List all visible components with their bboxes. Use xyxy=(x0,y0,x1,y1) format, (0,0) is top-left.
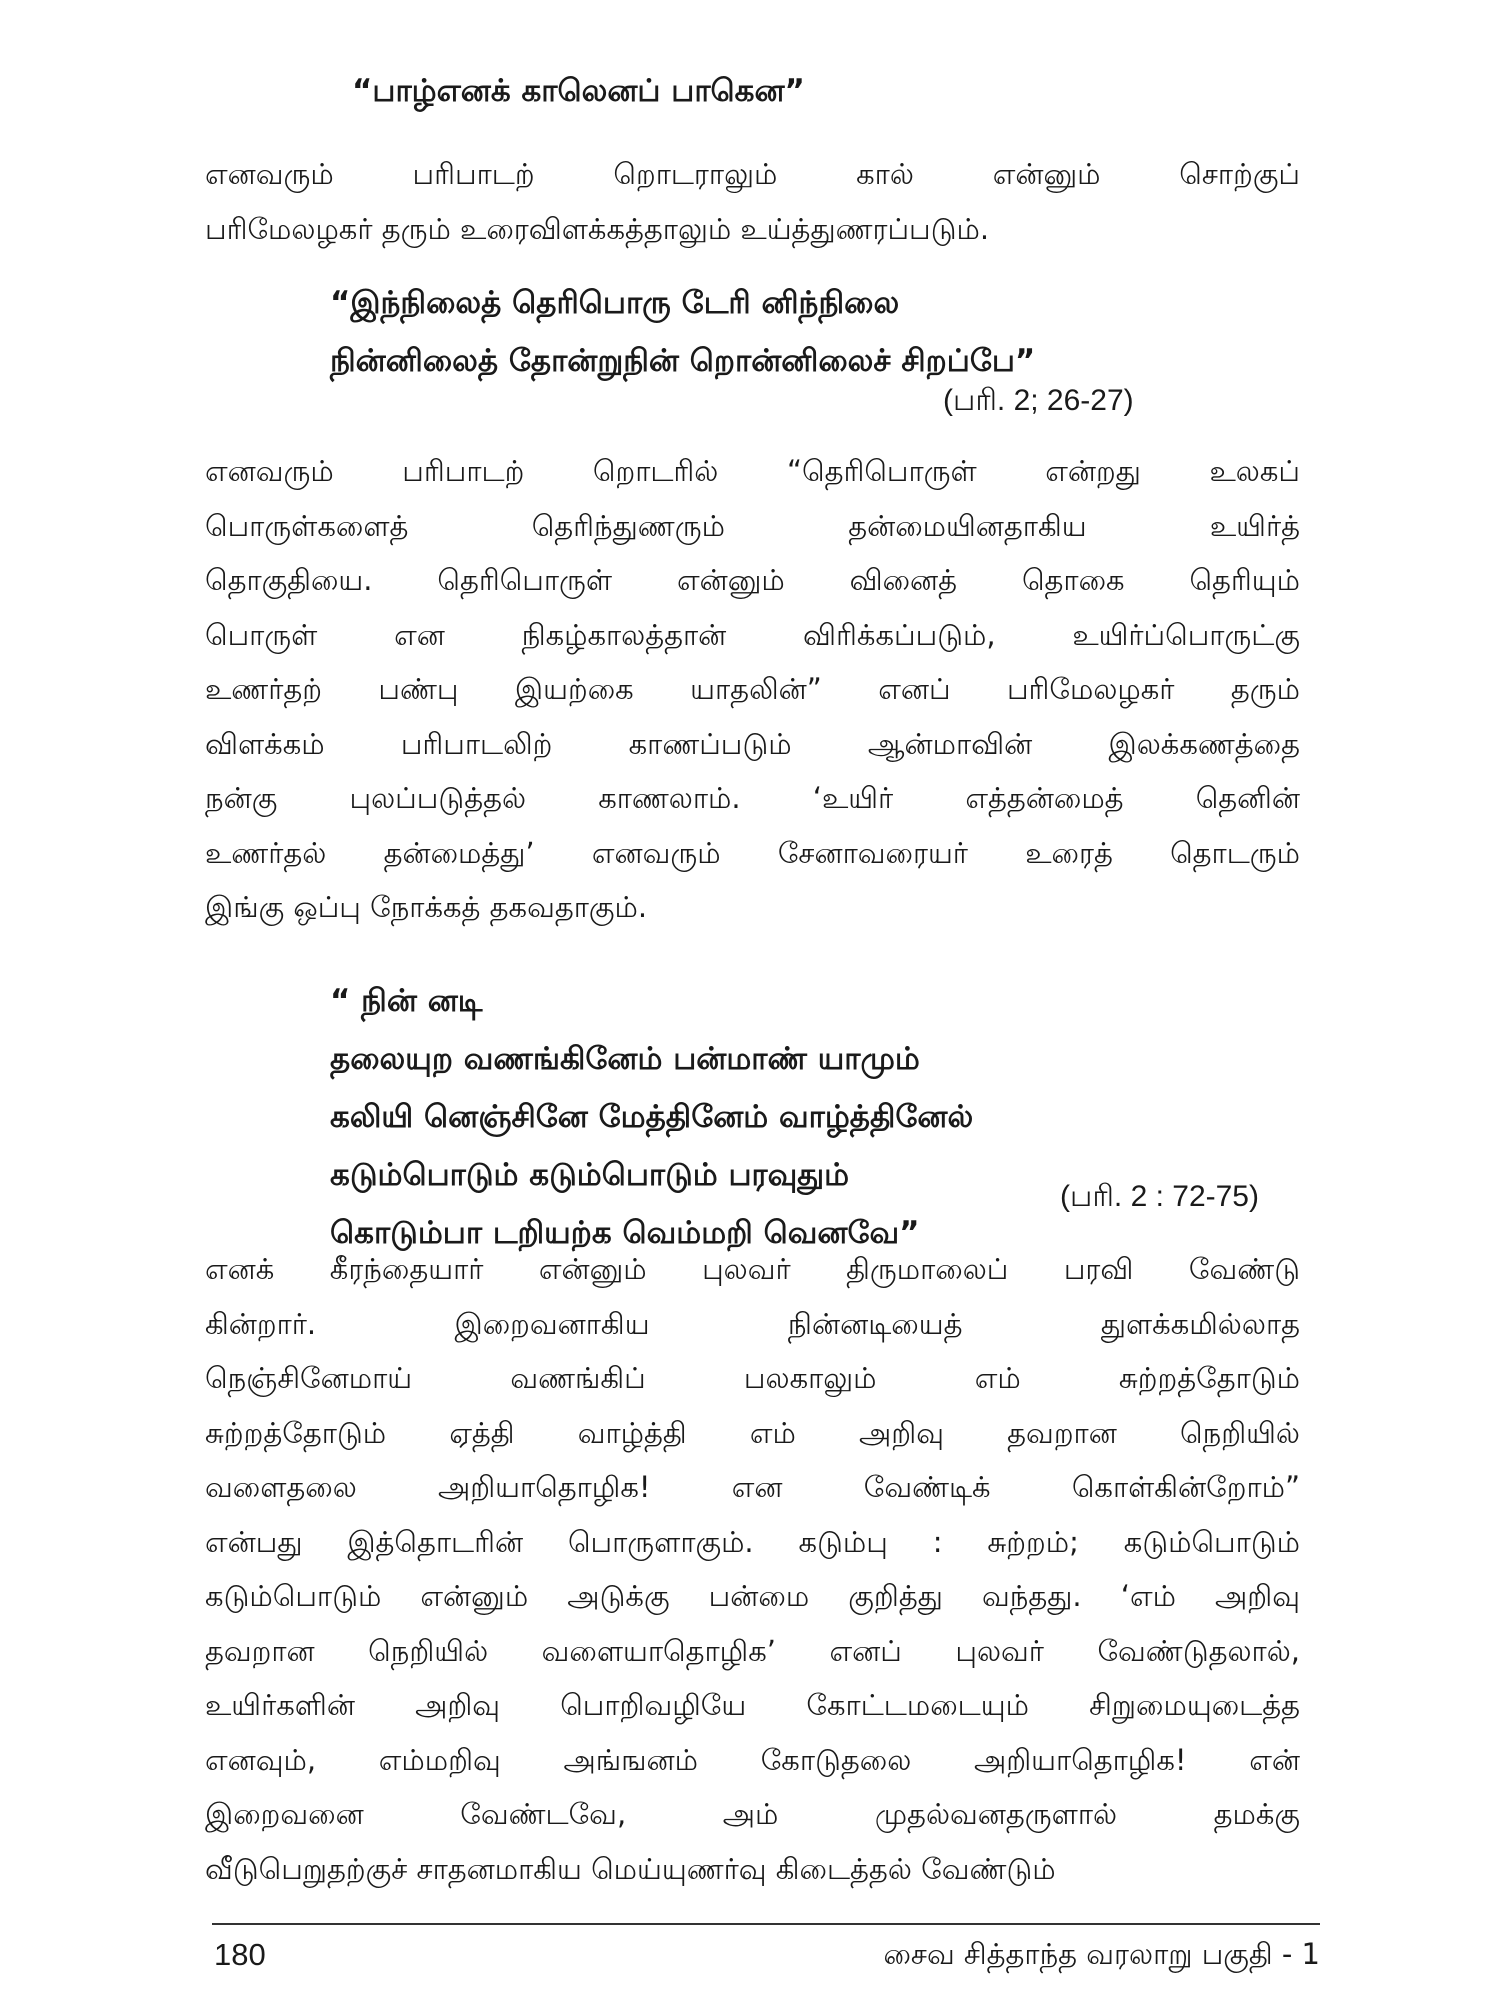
text-line: நன்கு புலப்படுத்தல் காணலாம். ‘உயிர் எத்தன்மைத் தெனின் xyxy=(205,781,1300,815)
verse-line: நின்னிலைத் தோன்றுநின் றொன்னிலைச் சிறப்பே” xyxy=(330,343,1036,379)
paragraph-3 xyxy=(205,1242,1300,1896)
paragraph-1 xyxy=(205,147,1300,256)
text-line: பொருள்களைத் தெரிந்துணரும் தன்மையினதாகிய உயிர்த் xyxy=(205,508,1300,543)
page-number: 180 xyxy=(214,1937,266,1972)
text-line: கின்றார். இறைவனாகிய நின்னடியைத் துளக்கமில்லாத xyxy=(205,1306,1300,1341)
text-line: நெஞ்சினேமாய் வணங்கிப் பலகாலும் எம் சுற்றத்தோடும் xyxy=(205,1361,1300,1395)
running-footer-title: சைவ சித்தாந்த வரலாறு பகுதி - 1 xyxy=(883,1937,1320,1971)
text-line: தொகுதியை. தெரிபொருள் என்னும் வினைத் தொகை தெரியும் xyxy=(205,563,1300,597)
text-line: உணர்தல் தன்மைத்து’ எனவரும் சேனாவரையர் உரைத் தொடரும் xyxy=(205,835,1300,870)
text-line: விளக்கம் பரிபாடலிற் காணப்படும் ஆன்மாவின் இலக்கணத்தை xyxy=(205,726,1300,761)
footer-divider xyxy=(212,1923,1320,1925)
paragraph-2 xyxy=(205,444,1300,935)
verse-line: கடும்பொடும் கடும்பொடும் பரவுதும் xyxy=(330,1157,850,1193)
text-line: இறைவனை வேண்டவே, அம் முதல்வனதருளால் தமக்கு xyxy=(205,1797,1300,1831)
text-line: பொருள் என நிகழ்காலத்தான் விரிக்கப்படும், உயிர்ப்பொருட்கு xyxy=(205,617,1300,652)
citation-2: (பரி. 2; 26-27) xyxy=(943,384,1134,417)
text-line: கடும்பொடும் என்னும் அடுக்கு பன்மை குறித்து வந்தது. ‘எம் அறிவு xyxy=(205,1579,1300,1613)
text-line: உணர்தற் பண்பு இயற்கை யாதலின்” எனப் பரிமேலழகர் தரும் xyxy=(205,672,1300,706)
verse-line: “பாழ்எனக் காலெனப் பாகென” xyxy=(352,73,805,109)
verse-line: “இந்நிலைத் தெரிபொரு டேரி னிந்நிலை xyxy=(330,285,900,321)
text-line: உயிர்களின் அறிவு பொறிவழியே கோட்டமடையும் சிறுமையுடைத்த xyxy=(205,1688,1300,1722)
verse-line: தலையுற வணங்கினேம் பன்மாண் யாமும் xyxy=(330,1041,920,1077)
verse-line: கொடும்பா டறியற்க வெம்மறி வெனவே” xyxy=(330,1215,920,1251)
verse-quote-1 xyxy=(352,62,805,120)
text-line: தவறான நெறியில் வளையாதொழிக’ எனப் புலவர் வேண்டுதலால், xyxy=(205,1633,1300,1668)
verse-quote-2 xyxy=(330,274,1035,390)
text-line: சுற்றத்தோடும் ஏத்தி வாழ்த்தி எம் அறிவு தவறான நெறியில் xyxy=(205,1415,1300,1450)
text-line: எனவும், எம்மறிவு அங்ஙனம் கோடுதலை அறியாதொழிக! என் xyxy=(205,1742,1300,1777)
text-line: எனவரும் பரிபாடற் றொடரில் “தெரிபொருள் என்றது உலகப் xyxy=(205,454,1300,488)
text-line: எனவரும் பரிபாடற் றொடராலும் கால் என்னும் சொற்குப் xyxy=(205,157,1300,191)
text-line: எனக் கீரந்தையார் என்னும் புலவர் திருமாலைப் பரவி வேண்டு xyxy=(205,1252,1300,1286)
citation-3: (பரி. 2 : 72-75) xyxy=(1060,1180,1259,1213)
text-line: வளைதலை அறியாதொழிக! என வேண்டிக் கொள்கின்றோம்” xyxy=(205,1470,1300,1504)
text-line: பரிமேலழகர் தரும் உரைவிளக்கத்தாலும் உய்த்துணரப்படும். xyxy=(205,211,990,246)
verse-line: கலியி னெஞ்சினே மேத்தினேம் வாழ்த்தினேல் xyxy=(330,1099,974,1135)
text-line: வீடுபெறுதற்குச் சாதனமாகிய மெய்யுணர்வு கிடைத்தல் வேண்டும் xyxy=(205,1851,1056,1886)
text-line: இங்கு ஒப்பு நோக்கத் தகவதாகும். xyxy=(205,890,648,924)
verse-line: “ நின் னடி xyxy=(330,983,483,1019)
text-line: என்பது இத்தொடரின் பொருளாகும். கடும்பு : சுற்றம்; கடும்பொடும் xyxy=(205,1524,1300,1559)
verse-quote-3 xyxy=(330,972,973,1262)
